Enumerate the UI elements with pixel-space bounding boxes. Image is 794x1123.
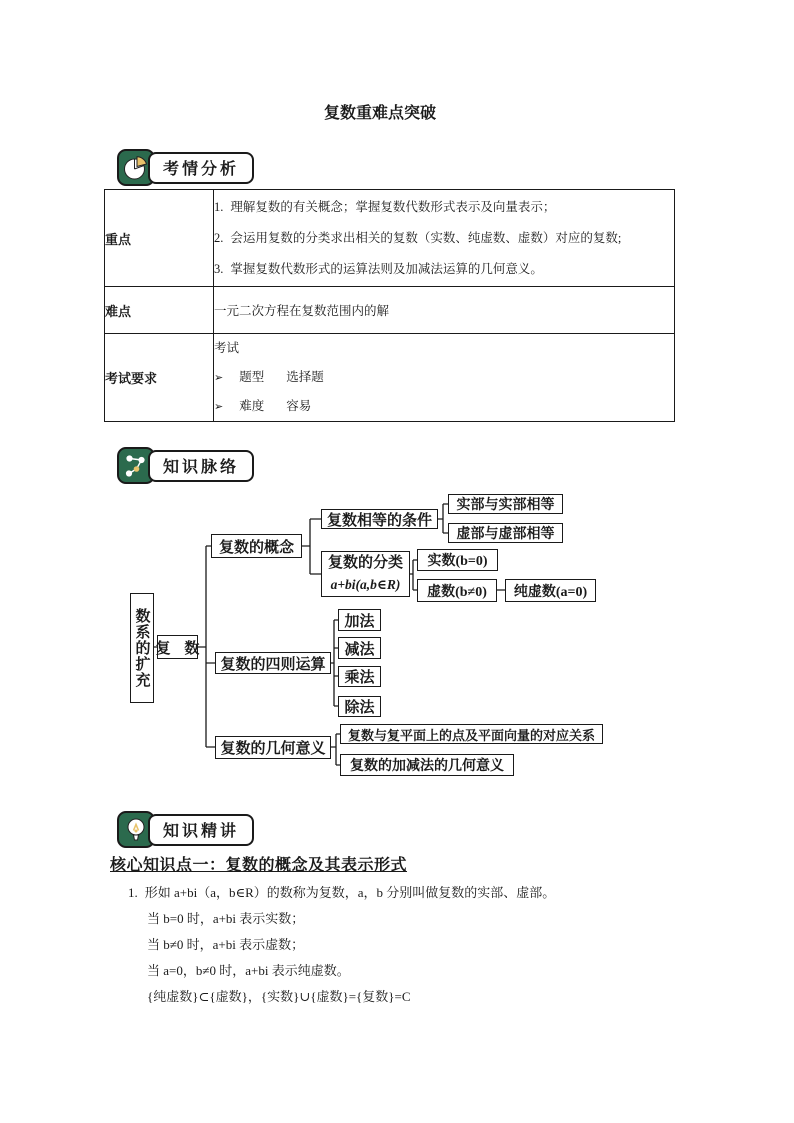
exam-analysis-table	[104, 189, 675, 422]
node-pure-imaginary: 纯虚数(a=0)	[505, 579, 596, 602]
core-knowledge-heading: 核心知识点一：复数的概念及其表示形式	[110, 857, 408, 874]
row-label-exam-requirements: 考试要求	[105, 334, 214, 422]
list-item-number: 1.	[214, 199, 224, 214]
exam-intro: 考试	[214, 341, 240, 355]
page-title: 复数重难点突破	[323, 105, 436, 122]
list-item-text: 理解复数的有关概念；掌握复数代数形式表示及向量表示；	[230, 199, 556, 214]
bullet-term: 题型	[239, 370, 265, 384]
table-row	[105, 287, 675, 334]
list-item	[214, 223, 674, 254]
arrow-bullet-icon: ➢	[214, 371, 224, 384]
difficulties-cell: 一元二次方程在复数范围内的解	[214, 287, 675, 334]
content-line: {纯虚数}⊂{虚数}，{实数}∪{虚数}={复数}=C	[147, 989, 411, 1004]
knowledge-explain-badge-label: 知识精讲	[148, 814, 254, 846]
node-addition: 加法	[338, 609, 381, 631]
table-row	[105, 334, 675, 422]
list-item-number: 2.	[214, 230, 224, 245]
classification-title: 复数的分类	[327, 555, 403, 572]
node-operations: 复数的四则运算	[215, 652, 331, 674]
node-concept: 复数的概念	[211, 534, 302, 558]
node-complex-number: 复 数	[157, 635, 198, 659]
list-item	[214, 363, 674, 392]
node-geometric-addsub: 复数的加减法的几何意义	[340, 754, 514, 776]
content-line: 当 b=0 时，a+bi 表示实数；	[147, 911, 305, 926]
knowledge-explain-badge	[117, 811, 254, 848]
node-geometric-point: 复数与复平面上的点及平面向量的对应关系	[340, 724, 603, 744]
node-geometric: 复数的几何意义	[215, 736, 331, 759]
content-item-1	[128, 880, 688, 906]
node-number-system-expansion: 数系的扩充	[130, 593, 154, 703]
table-row	[105, 190, 675, 287]
list-item-number: 3.	[214, 261, 224, 276]
node-multiplication: 乘法	[338, 666, 381, 687]
core-knowledge-content	[128, 880, 688, 1010]
node-equal-condition: 复数相等的条件	[321, 509, 438, 529]
list-item	[214, 254, 674, 285]
list-item	[214, 392, 674, 421]
arrow-bullet-icon: ➢	[214, 400, 224, 413]
exam-analysis-badge-label: 考情分析	[148, 152, 254, 184]
node-imag-part-equal: 虚部与虚部相等	[448, 523, 563, 543]
bullet-term: 难度	[239, 399, 265, 413]
knowledge-map-badge-label: 知识脉络	[148, 450, 254, 482]
content-item-text: 形如 a+bi（a，b∈R）的数称为复数，a，b 分别叫做复数的实部、虚部。	[144, 885, 556, 900]
content-line: 当 a=0，b≠0 时，a+bi 表示纯虚数。	[147, 963, 350, 978]
exam-analysis-badge	[117, 149, 254, 186]
node-real-part-equal: 实部与实部相等	[448, 494, 563, 514]
list-item-text: 会运用复数的分类求出相关的复数（实数、纯虚数、虚数）对应的复数;	[230, 230, 622, 245]
row-label-key-points: 重点	[105, 190, 214, 287]
bullet-value: 选择题	[286, 370, 324, 384]
node-classification	[321, 551, 410, 597]
knowledge-map-badge	[117, 447, 254, 484]
node-real-number: 实数(b=0)	[417, 549, 498, 571]
bullet-value: 容易	[286, 399, 312, 413]
list-item-text: 掌握复数代数形式的运算法则及加减法运算的几何意义。	[230, 261, 543, 276]
key-points-cell	[214, 190, 675, 287]
node-imaginary-number: 虚数(b≠0)	[417, 579, 497, 602]
node-division: 除法	[338, 696, 381, 717]
content-item-number: 1.	[128, 885, 138, 900]
row-label-difficulties: 难点	[105, 287, 214, 334]
exam-requirements-cell	[214, 334, 675, 422]
classification-formula: a+bi(a,b∈R)	[330, 577, 401, 593]
knowledge-map-diagram	[0, 488, 794, 788]
node-subtraction: 减法	[338, 637, 381, 659]
list-item	[214, 192, 674, 223]
content-line: 当 b≠0 时，a+bi 表示虚数；	[147, 937, 305, 952]
